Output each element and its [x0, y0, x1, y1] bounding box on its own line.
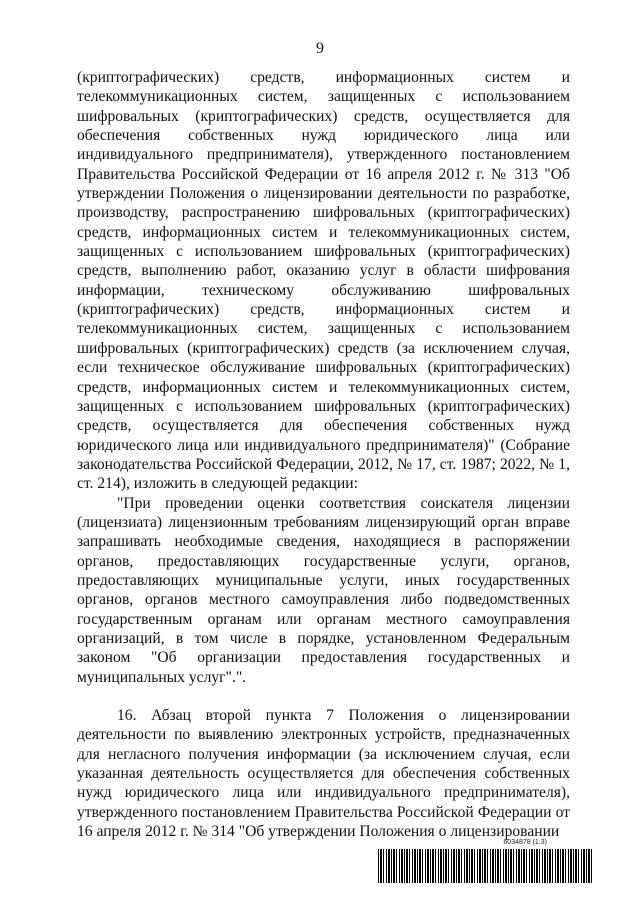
paragraph-quoted-amendment: "При проведении оценки соответствия соискателя лицензии (лицензиата) лицензионным требованиям лицензирующий орган вправе запрашивать необходимые сведения, находящиеся в распоряжении органов, предоставляющих государственные услуги, органов, предоставляющих муниципальные услуги, иных государственных органов, органов местного самоуправления либо подведомственных государственным органам или органам местного самоуправления организаций, в том числе в порядке, установленном Федеральным законом "Об организации предоставления государственных и муниципальных услуг".". [77, 494, 570, 686]
paragraph-continuation: (криптографических) средств, информационных систем и телекоммуникационных систем, защищенных с использованием шифровальных (криптографических) средств, осуществляется для обеспечения собственных нужд юридического лица или индивидуального предпринимателя), утвержденного постановлением Правительства Российской Федерации от 16 апреля 2012 г. № 313 "Об утверждении Положения о лицензировании деятельности по разработке, производству, распространению шифровальных (криптографических) средств, информационных систем и телекоммуникационных систем, защищенных с использованием шифровальных (криптографических) средств, выполнению работ, оказанию услуг в области шифрования информации, техническому обслуживанию шифровальных (криптографических) средств, информационных систем и телекоммуникационных систем, защищенных с использованием шифровальных (криптографических) средств (за исключением случая, если техническое обслуживание шифровальных (криптографических) средств, информационных систем и телекоммуникационных систем, защищенных с использованием шифровальных (криптографических) средств, осуществляется для обеспечения собственных нужд юридического лица или индивидуального предпринимателя)" (Собрание законодательства Российской Федерации, 2012, № 17, ст. 1987; 2022, № 1, ст. 214), изложить в следующей редакции: [77, 69, 570, 493]
paragraph-item-16: 16. Абзац второй пункта 7 Положения о лицензировании деятельности по выявлению электронных устройств, предназначенных для негласного получения информации (за исключением случая, если указанная деятельность осуществляется для обеспечения собственных нужд юридического лица или индивидуального предпринимателя), утвержденного постановлением Правительства Российской Федерации от 16 апреля 2012 г. № 314 "Об утверждении Положения о лицензировании [77, 707, 570, 841]
barcode-icon [378, 849, 594, 883]
barcode-label: 6034878 (1.3) [503, 839, 547, 846]
barcode-block [378, 839, 594, 889]
page-number: 9 [316, 40, 324, 57]
document-body [77, 68, 570, 841]
